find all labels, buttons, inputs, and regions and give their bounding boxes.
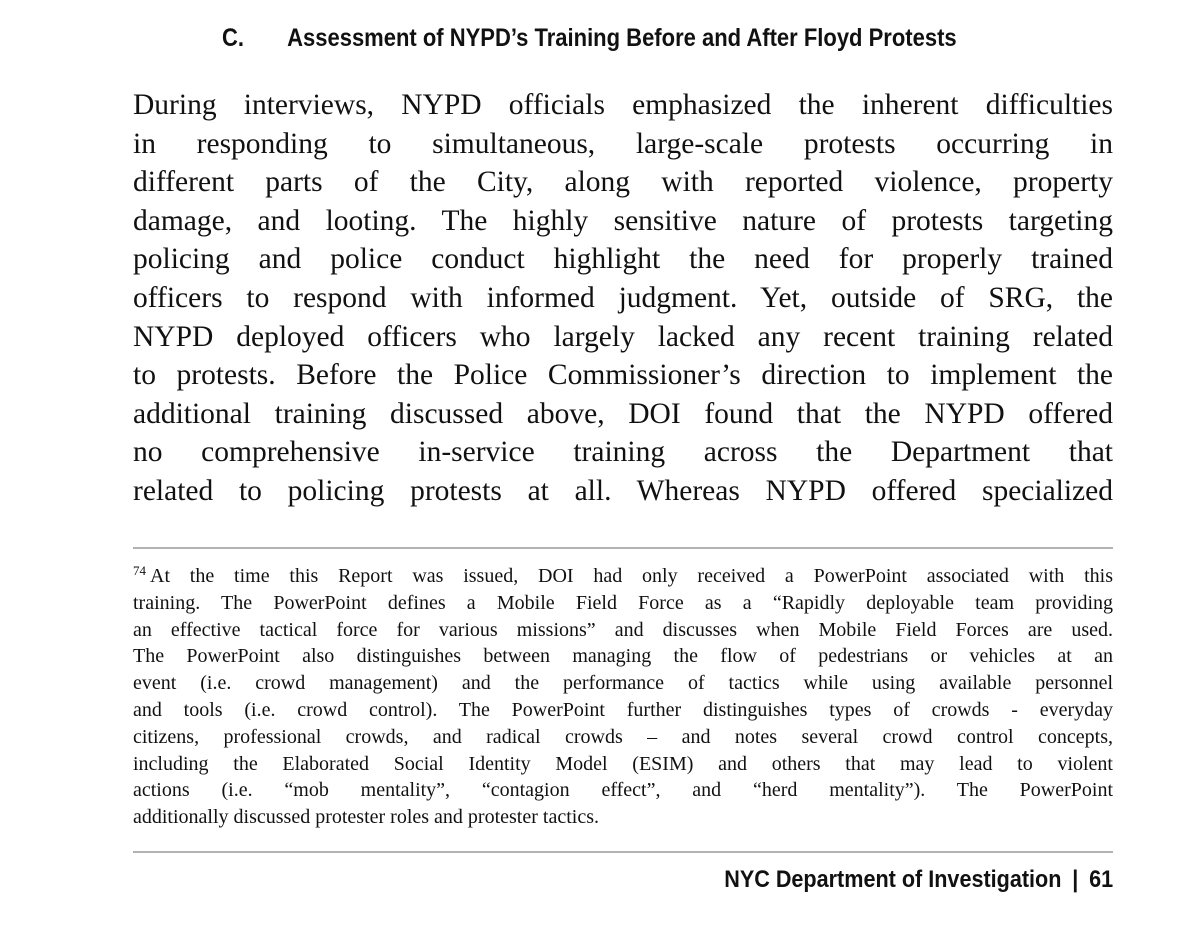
body-line: related to policing protests at all. Whereas NYPD offered specialized (133, 474, 1113, 507)
section-title: Assessment of NYPD’s Training Before and After Floyd Protests (287, 24, 957, 52)
body-line: additional training discussed above, DOI found that the NYPD offered (133, 397, 1113, 430)
section-letter: C. (222, 24, 244, 52)
page-number: 61 (1088, 866, 1113, 893)
body-line: in responding to simultaneous, large-scale protests occurring in (133, 127, 1113, 160)
section-heading (222, 18, 1014, 58)
body-line: to protests. Before the Police Commissioner’s direction to implement the (133, 359, 1113, 392)
footnote-first-line-text: At the time this Report was issued, DOI had only received a PowerPoint associated with this (150, 565, 1113, 587)
footnote-number: 74 (133, 563, 146, 578)
page-footer (724, 862, 1113, 898)
footnote-line: and tools (i.e. crowd control). The PowerPoint further distinguishes types of crowds - everyday (133, 698, 1113, 721)
footnote-line: citizens, professional crowds, and radical crowds – and notes several crowd control concepts, (133, 725, 1113, 748)
body-line: policing and police conduct highlight the need for properly trained (133, 243, 1113, 276)
footnote-line: event (i.e. crowd management) and the performance of tactics while using available personnel (133, 672, 1113, 695)
body-line: different parts of the City, along with reported violence, property (133, 166, 1113, 199)
footnote-line: including the Elaborated Social Identity Model (ESIM) and others that may lead to violent (133, 752, 1113, 775)
footnote-line: The PowerPoint also distinguishes between managing the flow of pedestrians or vehicles at an (133, 645, 1113, 668)
footnote-line: an effective tactical force for various missions” and discusses when Mobile Field Forces are used. (133, 618, 1113, 641)
body-line: officers to respond with informed judgment. Yet, outside of SRG, the (133, 281, 1113, 314)
footnote-line: training. The PowerPoint defines a Mobile Field Force as a “Rapidly deployable team providing (133, 591, 1113, 614)
body-line: no comprehensive in-service training across the Department that (133, 436, 1113, 469)
body-line: damage, and looting. The highly sensitive nature of protests targeting (133, 204, 1113, 237)
footer-organization: NYC Department of Investigation (724, 866, 1062, 893)
footer-separator: | (1072, 866, 1079, 893)
footnote (133, 563, 1113, 831)
body-line: During interviews, NYPD officials emphasized the inherent difficulties (133, 89, 1113, 121)
body-paragraph (133, 86, 1113, 511)
footer-divider (133, 851, 1113, 853)
footnote-line: actions (i.e. “mob mentality”, “contagion effect”, and “herd mentality”). The PowerPoint (133, 779, 1113, 802)
footnote-divider (133, 547, 1113, 549)
footnote-line: additionally discussed protester roles and protester tactics. (133, 806, 599, 829)
footnote-line (133, 563, 1113, 590)
body-line: NYPD deployed officers who largely lacked any recent training related (133, 320, 1113, 353)
